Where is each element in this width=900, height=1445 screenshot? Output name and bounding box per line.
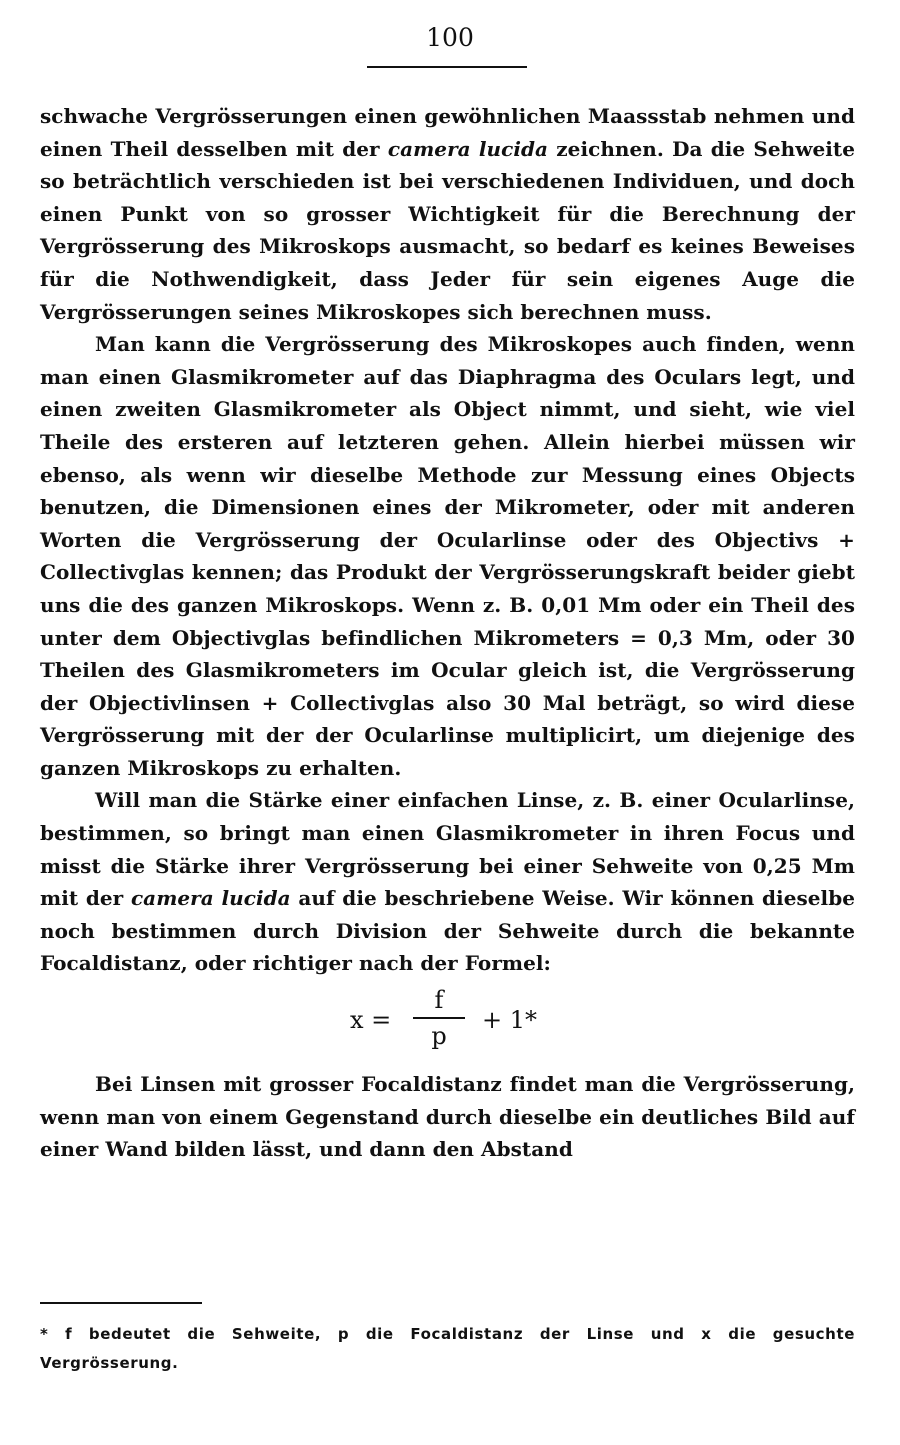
- formula-numerator: f: [434, 986, 444, 1015]
- formula: [40, 980, 855, 1068]
- paragraph-2: Man kann die Vergrösserung des Mikroskopes auch finden, wenn man einen Glasmikrometer auf das Diaphragma des Oculars legt, und einen zweiten Glasmikrometer als Object nimmt, und sieht, wie viel Theile des ersteren auf letzteren gehen. Allein hierbei müssen wir ebenso, als wenn wir dieselbe Methode zur Messung eines Objects benutzen, die Dimensionen eines der Mikrometer, oder mit anderen Worten die Vergrösserung der Ocularlinse oder des Objectivs + Collectivglas kennen; das Produkt der Vergrösserungskraft beider giebt uns die des ganzen Mikroskops. Wenn z. B. 0,01 Mm oder ein Theil des unter dem Objectivglas befindlichen Mikrometers = 0,3 Mm, oder 30 Theilen des Glasmikrometers im Ocular gleich ist, die Vergrösserung der Objectivlinsen + Collectivglas also 30 Mal beträgt, so wird diese Vergrösserung mit der der Ocularlinse multiplicirt, um diejenige des ganzen Mikroskops zu erhalten.: [40, 332, 855, 780]
- fraction-bar: [413, 1017, 465, 1019]
- formula-denominator: p: [431, 1022, 447, 1051]
- paragraph-3-text: Will man die Stärke einer einfachen Linse, z. B. einer Ocularlinse, bestimmen, so bringt man einen Glasmikrometer in ihren Focus und misst die Stärke ihrer Vergrösserung bei einer Sehweite von 0,25 Mm mit der: [40, 788, 855, 911]
- paragraph-1-text: schwache Vergrösserungen einen gewöhnlichen Maassstab nehmen und einen Theil desselben mit der: [40, 104, 855, 161]
- footnote-rule: [40, 1302, 202, 1304]
- footnote: * f bedeutet die Sehweite, p die Focaldistanz der Linse und x die gesuchte Vergrösserung.: [40, 1325, 855, 1372]
- page-number: 100: [426, 23, 474, 52]
- paragraph-1-emphasis: camera lucida: [387, 136, 549, 161]
- formula-lhs: x =: [350, 1006, 392, 1035]
- paragraph-3-emphasis: camera lucida: [130, 886, 291, 911]
- paragraph-3: [40, 784, 855, 980]
- paragraph-4: Bei Linsen mit grosser Focaldistanz findet man die Vergrösserung, wenn man von einem Gegenstand durch dieselbe ein deutliches Bild auf einer Wand bilden lässt, und dann den Abstand: [40, 1072, 855, 1162]
- header-rule: [367, 66, 527, 68]
- formula-fraction: [413, 986, 465, 1050]
- paragraph-1-tail: zeichnen. Da die Sehweite so beträchtlich verschieden ist bei verschiedenen Individuen, und doch einen Punkt von so grosser Wichtigkeit für die Berechnung der Vergrösserung des Mikroskops ausmacht, so bedarf es keines Beweises für die Nothwendigkeit, dass Jeder für sein eigenes Auge die Vergrösserungen seines Mikroskopes sich berechnen muss.: [40, 136, 855, 324]
- body-text: [40, 100, 855, 1166]
- formula-rhs: + 1*: [482, 1006, 538, 1035]
- paragraph-1: [40, 100, 855, 328]
- paragraph-3-tail: auf die beschriebene Weise. Wir können dieselbe noch bestimmen durch Division der Sehweite durch die bekannte Focaldistanz, oder richtiger nach der Formel:: [40, 886, 856, 976]
